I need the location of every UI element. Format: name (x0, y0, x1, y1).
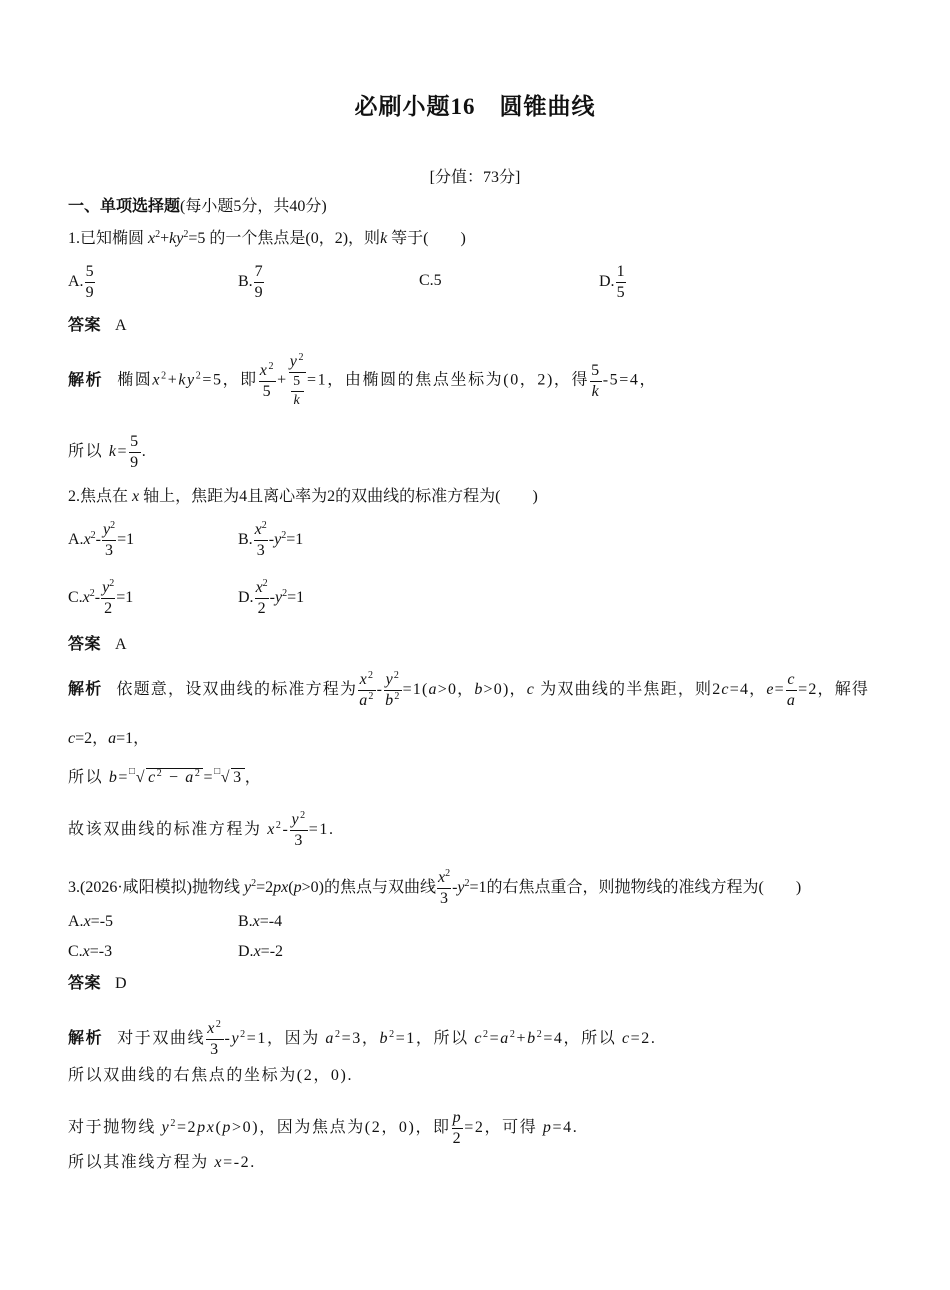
q3-analysis-conclusion: 所以其准线方程为 x=-2. (68, 1154, 256, 1171)
q3-option-a: A.x=-5 (68, 913, 114, 930)
q2-analysis-values: c=2，a=1， (68, 730, 150, 747)
q2-option-a: $A.x^2-$ $\frac{y^2}{3}$ =1 (68, 520, 135, 559)
q2-answer: 答案 A (68, 636, 128, 653)
q1-analysis: 解析 椭圆$x^2+ky^2=5$，即 $\frac{x^2}{5}$ + $y^2$ 5 k =1，由椭圆的焦点坐标为(0，2)，得 $\frac{5}{k}$ -5=4， (68, 352, 658, 408)
q1-analysis-result: 所以 k= $\frac{5}{9}$ . (68, 433, 148, 471)
q3-answer: 答案 D (68, 975, 128, 992)
question-3-stem: 3.(2026·咸阳模拟)抛物线 $y^2=2px(p>0)$的焦点与双曲线 $\frac{x^2}{3}$ $-y^2=1$的右焦点重合，则抛物线的准线方程为( ) (68, 868, 802, 907)
question-1-stem: 1.已知椭圆 $x^2+ky^2=5$ 的一个焦点是(0，2)，则k 等于( ) (68, 229, 466, 247)
q2-option-d: D. $\frac{x^2}{2}$ $-y^2=1$ (238, 578, 305, 617)
q2-analysis-b: 所以 b=□√ $c^2 - a^2 =^□√$ 3 ， (68, 766, 263, 786)
q2-option-c: $C.x^2-$ $\frac{y^2}{2}$ =1 (68, 578, 134, 617)
q1-option-c: C.5 (419, 272, 442, 289)
q1-option-d: D. $\frac{1}{5}$ (599, 263, 625, 301)
q3-analysis: 解析 对于双曲线 $\frac{x^2}{3}$ $-y^2=1$，因为 $a^2=3$，$b^2=1$，所以 $c^2=a^2+b^2=4$，所以 c=2. (68, 1019, 657, 1058)
page-title: 必刷小题16 圆锥曲线 (354, 94, 596, 119)
q1-answer: 答案 A (68, 317, 128, 334)
q1-option-b: B. $\frac{7}{9}$ (238, 263, 263, 301)
q2-option-b: B. $\frac{x^2}{3}$ $-y^2=1$ (238, 520, 304, 559)
question-2-stem: 2.焦点在 x 轴上，焦距为4且离心率为2的双曲线的标准方程为( ) (68, 488, 538, 505)
q3-analysis-focus: 所以双曲线的右焦点的坐标为(2，0). (68, 1067, 354, 1084)
score-info: [分值：73分] (429, 169, 521, 186)
q3-option-b: B.x=-4 (238, 913, 283, 930)
q1-option-a: A. $\frac{5}{9}$ (68, 263, 94, 301)
q3-option-d: D.x=-2 (238, 943, 284, 960)
section-heading: 一、单项选择题(每小题5分，共40分) (68, 198, 327, 215)
q3-analysis-parabola: 对于抛物线 $y^2=2px(p>0)$，因为焦点为(2，0)，即 $\frac{p}{2}$ =2，可得 p=4. (68, 1109, 579, 1147)
q2-analysis: 解析 依题意，设双曲线的标准方程为 $\frac{x^2}{a^2}$ - $\frac{y^2}{b^2}$ =1(a>0，b>0)，c 为双曲线的半焦距，则2c=4，e= $\frac{c}{a}$ =2，解得 (68, 670, 870, 709)
q2-analysis-conclusion: 故该双曲线的标准方程为 $x^2-$ $\frac{y^2}{3}$ =1. (68, 810, 335, 849)
q3-option-c: C.x=-3 (68, 943, 113, 960)
